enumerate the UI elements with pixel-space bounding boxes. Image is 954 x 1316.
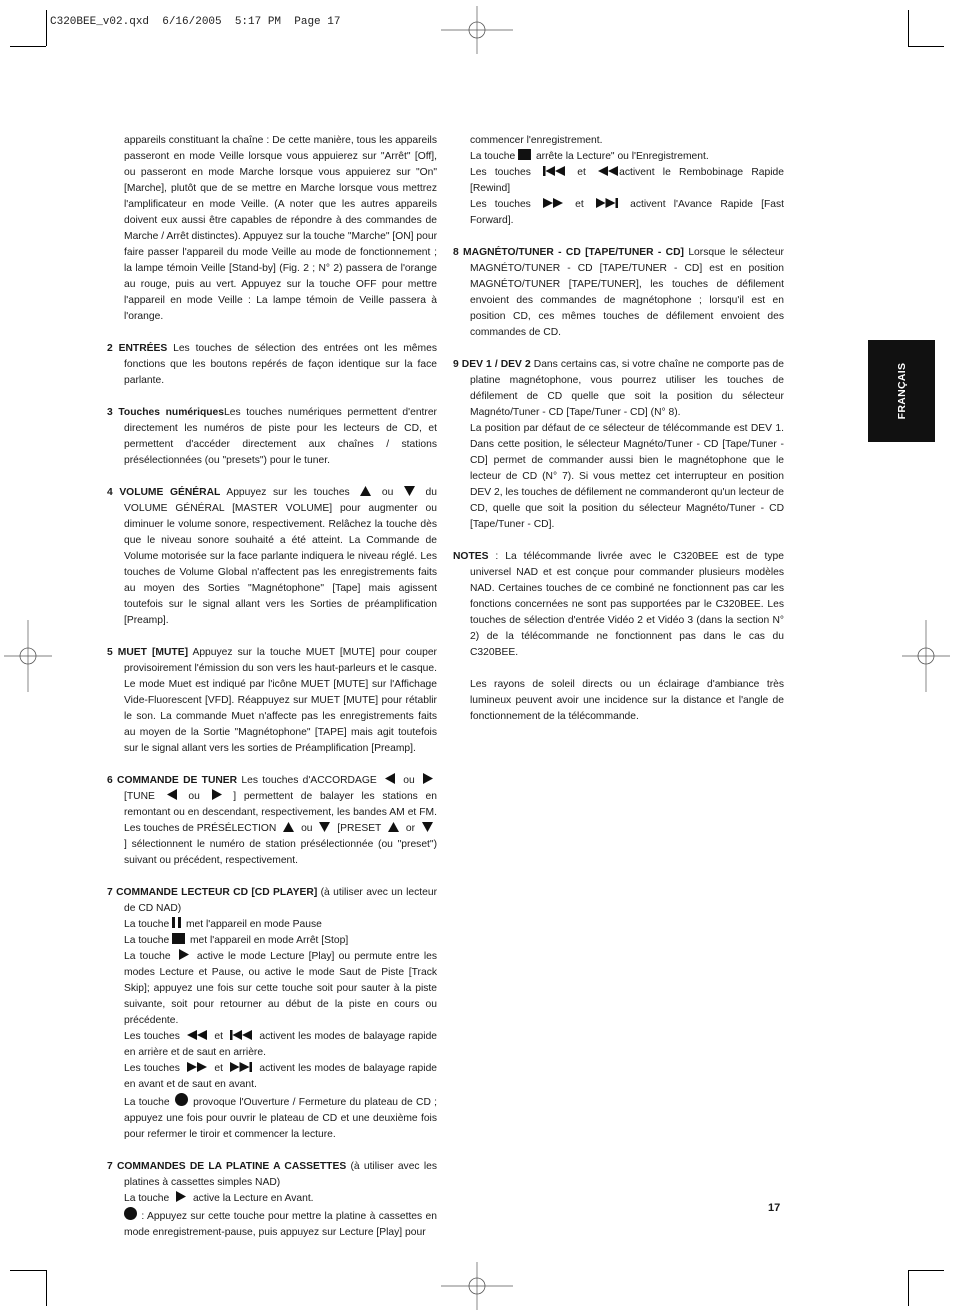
triangle-up-icon [388, 822, 399, 832]
item-2-text: Les touches de sélection des entrées ont les mêmes fonctions que les boutons repérés de façon identique sur la face parlante. [124, 343, 437, 386]
triangle-down-icon [319, 822, 330, 832]
item-2-paragraph [107, 341, 437, 389]
triangle-down-icon [422, 822, 433, 832]
cd-pause-text-b: met l'appareil en mode Pause [183, 919, 322, 930]
tape-rew-text-c: activent le Rembobinage Rapide [Rewind] [470, 167, 784, 194]
cd-play-line [124, 949, 437, 1029]
notes-text-2: Les rayons de soleil directs ou un éclairage d'ambiance très lumineux peuvent avoir une incidence sur la distance et l'angle de fonctionnement de la télécommande. [470, 679, 784, 722]
triangle-right-icon [212, 789, 222, 800]
item-4-paragraph [107, 485, 437, 629]
tape-rewind-line [470, 165, 784, 197]
triangle-left-icon [385, 773, 395, 784]
crop-mark [908, 46, 944, 47]
crop-mark [10, 1270, 46, 1271]
language-tab [868, 340, 935, 442]
registration-mark-right [902, 620, 950, 692]
cd-stop-line [124, 933, 437, 949]
print-slug: C320BEE_v02.qxd 6/16/2005 5:17 PM Page 17 [50, 16, 341, 28]
item-6-text-6: ou [298, 823, 316, 834]
item-6-text-9: ] sélectionnent le numéro de station présélectionnée (ou "preset") suivant ou précédent, respectivement. [124, 839, 437, 866]
item-4-text-a: Appuyez sur les touches [220, 487, 357, 498]
tape-cont-line-1: commencer l'enregistrement. [470, 135, 603, 146]
triangle-up-icon [283, 822, 294, 832]
item-8-title: 8 MAGNÉTO/TUNER - CD [TAPE/TUNER - CD] [453, 247, 684, 258]
item-6-text-7: [PRESET [334, 823, 385, 834]
tape-stop-line [470, 149, 784, 165]
item-9-text-2: La position par défaut de ce sélecteur de télécommande est DEV 1. Dans cette position, le sélecteur Magnéto/Tuner - CD [Tape/Tuner - CD] permet de commander aussi bien le magnétophone que le lecteur de CD (N° 7). Si vous mettez cet interrupteur en position DEV 2, les touches de défilement ne commanderont qu'un lecteur de CD, quelle que soit la position du sélecteur Magnéto/Tuner - CD [Tape/Tuner - CD]. [470, 423, 784, 530]
cd-ff-text-c: activent les modes de balayage rapide en avant et de saut en avant. [124, 1063, 438, 1090]
item-6-title: 6 COMMANDE DE TUNER [107, 775, 238, 786]
cd-rewind-line [124, 1029, 437, 1061]
item-7-cd-paragraph [107, 885, 437, 1143]
cd-play-text-b: active le mode Lecture [Play] ou permute entre les modes Lecture et Pause, ou active le mode Saut de Piste [Track Skip]; appuyez une fois sur cette touche soit pour sauter à la piste suivante, soit pour retourner au début de la piste en cours ou précédente. [124, 951, 437, 1026]
item-9-text: Dans certains cas, si votre chaîne ne comporte pas de platine magnétophone, vous pourrez utiliser les touches de défilement de CD quelle que soit la position du sélecteur Magnéto/Tuner - CD [Tape/Tuner - CD] (N° 8). [470, 359, 784, 418]
cd-eject-line [124, 1093, 437, 1143]
item-6-text-4: ou [180, 791, 208, 802]
tape-record-line [124, 1207, 437, 1241]
pause-icon [172, 917, 181, 928]
cd-pause-text-a: La touche [124, 919, 173, 930]
tape-stop-text-b: arrête la Lecture" ou l'Enregistrement. [533, 151, 709, 162]
skip-back-icon [543, 166, 565, 176]
item-5-paragraph [107, 645, 437, 757]
tape-play-text-a: La touche [124, 1193, 173, 1204]
item-6-text-5: ] permettent de balayer les stations en remontant ou en descendant, respectivement, les bandes AM et FM. Les touches de PRÉSÉLECTION [124, 791, 437, 834]
cd-rew-text-b: et [211, 1031, 227, 1042]
triangle-left-icon [167, 789, 177, 800]
tape-ff-text-a: Les touches [470, 199, 539, 210]
item-3-paragraph [107, 405, 437, 469]
play-icon [179, 949, 189, 960]
notes-paragraph-2 [453, 677, 784, 725]
item-5-title: 5 MUET [MUTE] [107, 647, 188, 658]
cd-stop-text-a: La touche [124, 935, 173, 946]
item-7-tape-subtitle: (à utiliser avec les platines à cassettes simples NAD) [124, 1161, 437, 1188]
item-6-text-8: or [403, 823, 418, 834]
item-7-cd-subtitle: (à utiliser avec un lecteur de CD NAD) [124, 887, 437, 914]
notes-paragraph [453, 549, 784, 661]
cd-ff-text-a: Les touches [124, 1063, 184, 1074]
item-4-text-c: du VOLUME GÉNÉRAL [MASTER VOLUME] pour augmenter ou diminuer le volume sonore, respectivement. Relâchez la touche dès que le niveau sonore souhaité a été atteint. La Commande de Volume motorisée sur la face parlante indiquera le niveau réglé. Les touches de Volume Global n'affectent pas les enregistrements faits au moyen des Sorties "Magnétophone" [Tape] mais agissent toutefois sur le signal allant vers les Sorties de préamplification [Preamp]. [124, 487, 437, 626]
skip-back-icon [230, 1030, 252, 1040]
item-5-text: Appuyez sur la touche MUET [MUTE] pour couper provisoirement l'émission du son vers les haut-parleurs et le casque. Le mode Muet est indiqué par l'icône MUET [MUTE] sur l'Affichage Vide-Fluorescent [VFD]. Réappuyez sur MUET [MUTE] pour rétablir le son. La commande Muet n'affecte pas les enregistrements faits au moyen de la Sortie "Magnétophone" [TAPE] mais agit toutefois sur le signal allant vers les sorties de Préamplification [Preamp]. [124, 647, 437, 754]
intro-text: appareils constituant la chaîne : De cette manière, tous les appareils passeront en mode Veille lorsque vous appuierez sur "Arrêt" [Off], ou passeront en mode Marche lorsque vous appuierez sur "On" [Marche], plutôt que de se mettre en Marche lorsque vous mettrez l'amplificateur en mode Veille. (A noter que les autres appareils doivent eux aussi être capables de répondre à des commandes de Marche / Arrêt distinctes). Appuyez sur la touche "Marche" [ON] pour faire passer l'appareil du mode Veille au mode de fonctionnement ; la lampe témoin Veille [Stand-by] (Fig. 2 ; N° 2) passera de l'orange au rouge, puis au vert. Appuyez sur la touche OFF pour mettre l'appareil en mode Veille : La lampe témoin de Veille passera à l'orange. [124, 135, 437, 322]
tape-ff-text-c: activent l'Avance Rapide [Fast Forward]. [470, 199, 784, 226]
crop-mark [908, 1270, 944, 1271]
tape-continued-paragraph [453, 133, 784, 229]
triangle-up-icon [360, 486, 371, 496]
triangle-right-icon [423, 773, 433, 784]
crop-mark [908, 1270, 909, 1306]
crop-mark [46, 1270, 47, 1306]
registration-mark-left [4, 620, 52, 692]
cd-eject-text-b: provoque l'Ouverture / Fermeture du plateau de CD ; appuyez une fois pour ouvrir le plateau de CD et une deuxième fois pour refermer le tiroir et commencer la lecture. [124, 1097, 438, 1140]
page-number: 17 [768, 1202, 781, 1214]
rewind-icon [598, 166, 618, 176]
cd-pause-line [124, 917, 437, 933]
item-9-paragraph [453, 357, 784, 533]
fast-forward-icon [543, 198, 563, 208]
item-7-tape-title: 7 COMMANDES DE LA PLATINE A CASSETTES [107, 1161, 347, 1172]
tape-forward-line [470, 197, 784, 229]
skip-forward-icon [230, 1062, 252, 1072]
tape-ff-text-b: et [567, 199, 592, 210]
crop-mark [908, 10, 909, 46]
right-column [453, 133, 784, 741]
notes-text: : La télécommande livrée avec le C320BEE est de type universel NAD et est conçue pour commander plusieurs modèles NAD. Certaines touches de ce combiné ne fonctionnent pas car les fonctions concernées ne sont pas supportées par le C320BEE. Les touches de sélection d'entrée Vidéo 2 et Vidéo 3 (dans la section N° 2) de la télécommande ne fonctionnent pas dans le cas du C320BEE. [470, 551, 784, 658]
cd-stop-text-b: met l'appareil en mode Arrêt [Stop] [187, 935, 349, 946]
item-6-text-1: Les touches d'ACCORDAGE [237, 775, 381, 786]
crop-mark [46, 10, 47, 46]
cd-rew-text-c: activent les modes de balayage rapide en arrière et de saut en arrière. [124, 1031, 438, 1058]
tape-play-text-b: active la Lecture en Avant. [190, 1193, 314, 1204]
item-3-text: Les touches numériques permettent d'entrer directement les numéros de piste pour les lecteurs de CD, et permettent d'accéder directement aux chaînes / stations présélectionnées (ou "presets") pour le tuner. [124, 407, 437, 466]
rewind-icon [187, 1030, 207, 1040]
cd-ff-text-b: et [211, 1063, 227, 1074]
item-4-title: 4 VOLUME GÉNÉRAL [107, 487, 221, 498]
triangle-down-icon [404, 486, 415, 496]
intro-paragraph [107, 133, 437, 325]
item-8-text: Lorsque le sélecteur MAGNÉTO/TUNER - CD [TAPE/TUNER - CD] est en position MAGNÉTO/TUNER [TAPE/TUNER], les touches de défilement envoient des commandes de magnétophone ; lorsqu'il est en position CD, ces mêmes touches de défilement envoient des commandes de CD. [470, 247, 784, 338]
skip-forward-icon [596, 198, 618, 208]
play-icon [176, 1191, 186, 1202]
cd-play-text-a: La touche [124, 951, 175, 962]
tape-rew-text-a: Les touches [470, 167, 540, 178]
tape-stop-text-a: La touche [470, 151, 519, 162]
cd-rew-text-a: Les touches [124, 1031, 184, 1042]
tape-record-text: : Appuyez sur cette touche pour mettre la platine à cassettes en mode enregistrement-pause, puis appuyez sur Lecture [Play] pour [124, 1211, 437, 1238]
item-7-cd-title: 7 COMMANDE LECTEUR CD [CD PLAYER] [107, 887, 318, 898]
item-8-paragraph [453, 245, 784, 341]
item-7-tape-paragraph [107, 1159, 437, 1241]
item-6-text-2: ou [398, 775, 419, 786]
stop-icon [172, 933, 185, 944]
notes-title: NOTES [453, 551, 489, 562]
item-2-title: 2 ENTRÉES [107, 343, 168, 354]
registration-mark-bottom [441, 1262, 513, 1310]
crop-mark [10, 46, 46, 47]
item-6-text-3: [TUNE [124, 791, 163, 802]
item-9-title: 9 DEV 1 / DEV 2 [453, 359, 531, 370]
cd-forward-line [124, 1061, 437, 1093]
item-3-title: 3 Touches numériques [107, 407, 225, 418]
tape-rew-text-b: et [569, 167, 595, 178]
fast-forward-icon [187, 1062, 207, 1072]
stop-icon [518, 149, 531, 160]
tape-play-line [124, 1191, 437, 1207]
cd-eject-text-a: La touche [124, 1097, 173, 1108]
item-6-paragraph [107, 773, 437, 869]
eject-icon [175, 1093, 188, 1106]
registration-mark-top [441, 6, 513, 54]
language-tab-label: FRANÇAIS [895, 362, 908, 420]
record-icon [124, 1207, 137, 1220]
item-4-text-b: ou [375, 487, 400, 498]
left-column [107, 133, 437, 1241]
